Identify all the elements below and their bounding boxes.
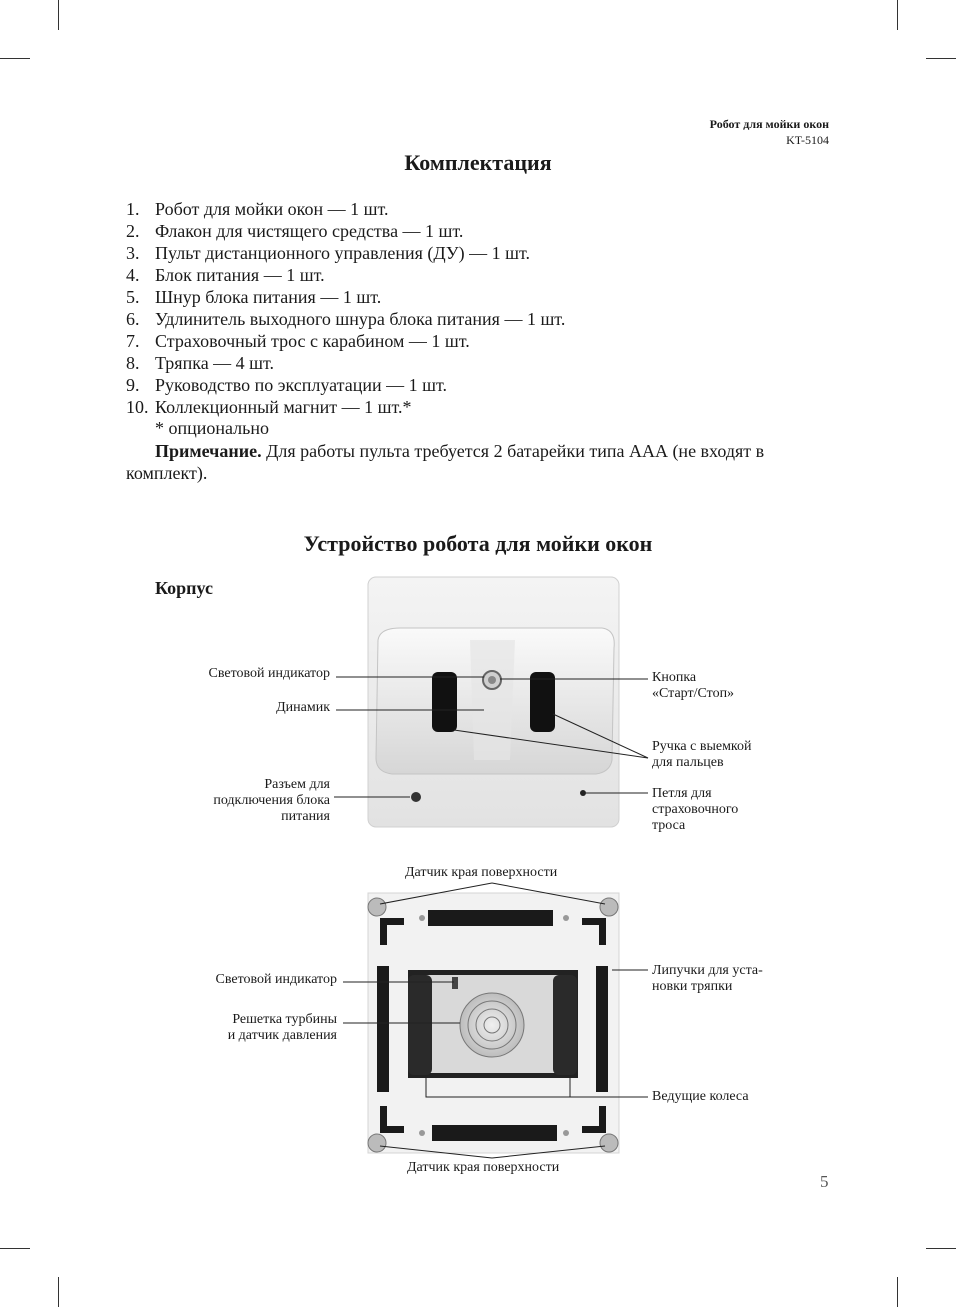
label-light-indicator-top: Световой индикатор (208, 666, 330, 681)
label-loop-line1: Петля для (652, 786, 712, 801)
list-item-text: Блок питания — 1 шт. (155, 265, 325, 285)
safety-loop-icon (580, 790, 586, 796)
list-item-number: 2. (126, 221, 140, 241)
list-item-number: 6. (126, 309, 140, 329)
label-loop-line2: страховочного (652, 802, 739, 817)
label-turbine-line2: и датчик давления (227, 1028, 337, 1043)
list-item-text: Шнур блока питания — 1 шт. (155, 287, 382, 307)
page-number: 5 (820, 1172, 829, 1191)
list-item-text: Флакон для чистящего средства — 1 шт. (155, 221, 464, 241)
turbine-grille (460, 993, 524, 1057)
note-label: Примечание. (155, 441, 262, 461)
running-header-model: KT-5104 (786, 133, 829, 147)
list-item-text: Пульт дистанционного управления (ДУ) — 1 шт. (155, 243, 531, 263)
section-title-device: Устройство робота для мойки окон (303, 531, 653, 556)
optional-footnote: * опционально (155, 418, 270, 438)
label-handle (652, 739, 752, 771)
list-item-text: Удлинитель выходного шнура блока питания — 1 шт. (155, 309, 566, 329)
label-handle-line1: Ручка с выемкой (652, 739, 752, 754)
label-velcro (652, 963, 763, 995)
list-item-text: Тряпка — 4 шт. (155, 353, 275, 373)
list-item-text: Робот для мойки окон — 1 шт. (155, 199, 389, 219)
label-edge-sensor-top: Датчик края поверхности (405, 865, 558, 880)
running-header-title: Робот для мойки окон (709, 117, 829, 131)
list-item-number: 7. (126, 331, 140, 351)
note-text: Для работы пульта требуется 2 батарейки типа ААА (не входят в комплект). (126, 441, 765, 483)
label-start-stop-line2: «Старт/Стоп» (652, 686, 735, 701)
list-item-text: Коллекционный магнит — 1 шт.* (155, 397, 412, 417)
list-item-number: 9. (126, 375, 140, 395)
list-item-number: 8. (126, 353, 140, 373)
label-drive-wheels: Ведущие колеса (652, 1089, 749, 1104)
drive-wheel-left (408, 975, 432, 1075)
drive-wheel-right (553, 975, 577, 1075)
list-item-text: Страховочный трос с карабином — 1 шт. (155, 331, 470, 351)
subsection-title-body: Корпус (155, 578, 213, 598)
label-edge-sensor-bottom: Датчик края поверхности (407, 1160, 560, 1175)
section-title-contents: Комплектация (404, 150, 552, 175)
bottom-light-indicator (452, 977, 458, 989)
label-velcro-line2: новки тряпки (652, 979, 733, 994)
list-item-number: 3. (126, 243, 140, 263)
label-speaker: Динамик (276, 700, 330, 715)
list-item-number: 5. (126, 287, 140, 307)
list-item-number: 1. (126, 199, 140, 219)
label-start-stop (652, 670, 734, 702)
list-item-number: 4. (126, 265, 140, 285)
label-velcro-line1: Липучки для уста- (652, 963, 763, 978)
label-turbine-line1: Решетка турбины (232, 1012, 337, 1027)
label-light-indicator-bottom: Световой индикатор (215, 972, 337, 987)
handle-left (432, 672, 457, 732)
power-connector-icon (411, 792, 421, 802)
label-loop-line3: троса (652, 818, 686, 833)
list-item-text: Руководство по эксплуатации — 1 шт. (155, 375, 447, 395)
label-start-stop-line1: Кнопка (652, 670, 697, 685)
label-safety-loop (652, 786, 738, 834)
label-turbine (228, 1012, 337, 1044)
list-item-number: 10. (126, 397, 149, 417)
label-handle-line2: для пальцев (652, 755, 724, 770)
label-power-connector: Разъем для подключения блока питания (213, 777, 330, 824)
handle-right (530, 672, 555, 732)
